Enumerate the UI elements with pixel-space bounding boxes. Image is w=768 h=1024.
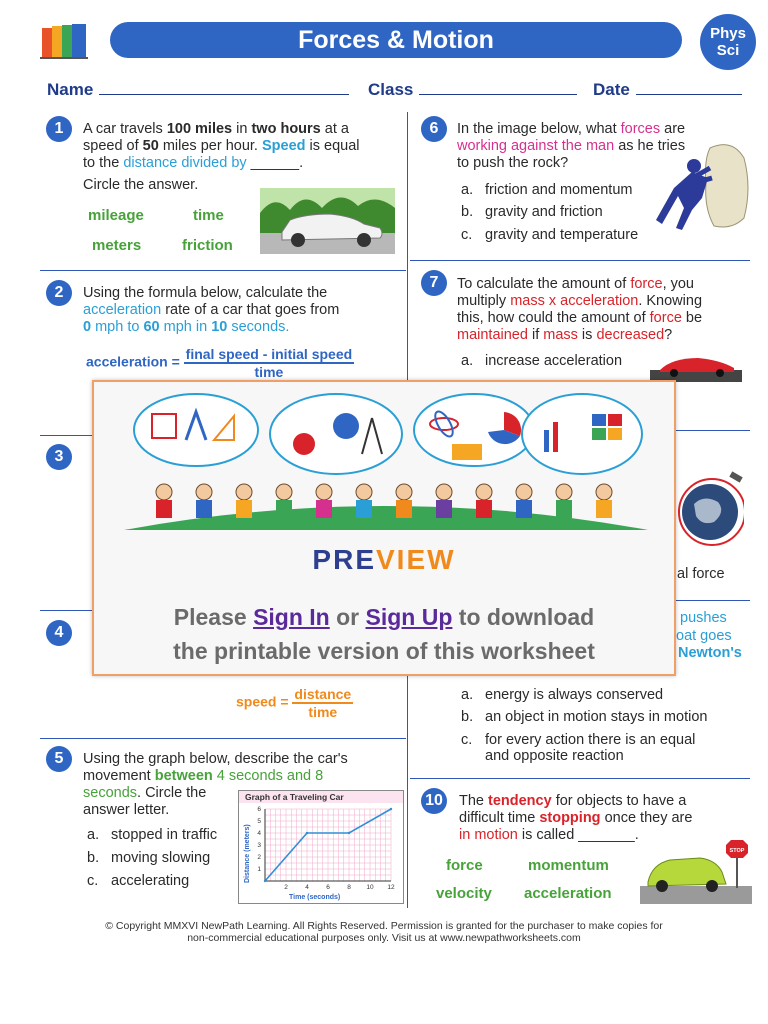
answer-option-c[interactable]: c. for every action there is an equal and opposite reaction [461, 732, 696, 764]
y-tick-label: 2 [257, 854, 261, 861]
y-tick-label: 1 [257, 866, 261, 873]
answer-choice[interactable]: meters [92, 237, 142, 254]
answer-choice[interactable]: acceleration [524, 885, 612, 902]
question-10-text: The tendency for objects to have a difficult time stopping once they are in motion is called _______. [459, 793, 693, 843]
name-field[interactable] [47, 78, 349, 100]
sign-in-link[interactable]: Sign In [253, 604, 330, 630]
class-label: Class [368, 80, 414, 99]
date-line [636, 78, 742, 95]
separator [410, 778, 750, 779]
child-figure [156, 484, 172, 518]
question-6-text: In the image below, what forces are working against the man as he tries to push the rock? [457, 121, 686, 171]
badge-line-2: Sci [716, 42, 740, 59]
graph-x-label: Time (seconds) [289, 894, 341, 901]
preview-overlay [92, 380, 676, 676]
answer-choice[interactable]: time [193, 207, 224, 224]
answer-option-c[interactable]: c. accelerating [87, 873, 190, 889]
graph-y-label: Distance (meters) [244, 824, 251, 883]
x-tick-label: 6 [326, 884, 330, 891]
child-figure [356, 484, 372, 518]
car-image [260, 188, 395, 254]
graph-svg [239, 791, 403, 903]
x-tick-label: 2 [284, 884, 288, 891]
badge-line-1: Phys [710, 25, 746, 42]
question-8-fragment: al force [677, 566, 725, 582]
child-figure [276, 484, 292, 518]
date-label: Date [593, 80, 630, 99]
x-tick-label: 12 [387, 884, 395, 891]
copyright-footer [0, 920, 768, 944]
child-figure [236, 484, 252, 518]
question-number-7: 7 [421, 270, 447, 296]
children-science-illustration [124, 390, 648, 540]
graph-title: Graph of a Traveling Car [245, 792, 344, 802]
child-figure [436, 484, 452, 518]
name-line [99, 78, 349, 95]
question-number-3: 3 [46, 444, 72, 470]
speed-formula: speed = $\frac{\text{distance}}{\text{time}}$ [236, 686, 352, 720]
answer-choice[interactable]: velocity [436, 885, 492, 902]
separator [40, 738, 406, 739]
answer-option-a[interactable]: a. energy is always conserved [461, 687, 664, 703]
question-2-text: Using the formula below, calculate the acceleration rate of a car that goes from 0 mph to 60 mph in 10 seconds. [83, 285, 340, 335]
download-prompt-line-2: the printable version of this worksheet [173, 638, 595, 664]
question-number-1: 1 [46, 116, 72, 142]
answer-choice[interactable]: momentum [528, 857, 609, 874]
subject-badge [700, 14, 756, 70]
name-label: Name [47, 80, 94, 99]
answer-option-a[interactable]: a. increase acceleration [461, 353, 623, 369]
footer-line-1: © Copyright MMXVI NewPath Learning. All Rights Reserved. Permission is granted for the purchaser to make copies for [105, 920, 663, 932]
question-number-4: 4 [46, 620, 72, 646]
preview-heading: PREVIEW [312, 544, 456, 575]
child-figure [516, 484, 532, 518]
question-9-fragment-2: oat goes [676, 628, 732, 644]
question-number-10: 10 [421, 788, 447, 814]
y-tick-label: 3 [257, 842, 261, 849]
answer-choice[interactable]: friction [182, 237, 233, 254]
question-1-instruction: Circle the answer. [83, 177, 199, 193]
answer-option-b[interactable]: b. an object in motion stays in motion [461, 709, 708, 725]
footer-line-2: non-commercial educational purposes only. Visit us at www.newpathworksheets.com [187, 932, 581, 944]
x-tick-label: 4 [305, 884, 309, 891]
class-line [419, 78, 577, 95]
download-prompt-line-1: Please Sign In or Sign Up to download [173, 604, 595, 630]
worksheet-title: Forces & Motion [110, 22, 682, 58]
child-figure [316, 484, 332, 518]
answer-choice[interactable]: force [446, 857, 483, 874]
separator [410, 260, 750, 261]
date-field[interactable] [593, 78, 742, 100]
question-number-2: 2 [46, 280, 72, 306]
answer-choice[interactable]: mileage [88, 207, 144, 224]
earth-satellite-image [674, 468, 744, 548]
child-figure [556, 484, 572, 518]
answer-option-a[interactable]: a. stopped in traffic [87, 827, 218, 843]
child-figure [596, 484, 612, 518]
distance-time-graph [238, 790, 404, 904]
question-5-text: Using the graph below, describe the car's movement between 4 seconds and 8 seconds. Circle the answer letter. [83, 751, 348, 818]
x-tick-label: 8 [347, 884, 351, 891]
child-figure [476, 484, 492, 518]
question-number-6: 6 [421, 116, 447, 142]
stop-sign-text: STOP [729, 848, 745, 854]
red-car-image [650, 352, 742, 382]
answer-option-c[interactable]: c. gravity and temperature [461, 227, 639, 243]
class-field[interactable] [368, 78, 577, 100]
question-1-text: A car travels 100 miles in two hours at a speed of 50 miles per hour. Speed is equal to the distance divided by ______. [83, 121, 360, 171]
child-figure [196, 484, 212, 518]
question-7-text: To calculate the amount of force, you multiply mass x acceleration. Knowing this, how could the amount of force be maintained if mass is decreased? [457, 276, 703, 343]
green-car-stop-sign-image [640, 838, 752, 904]
y-tick-label: 6 [257, 806, 261, 813]
man-pushing-rock-image [652, 138, 752, 234]
sign-up-link[interactable]: Sign Up [365, 604, 453, 630]
answer-option-b[interactable]: b. moving slowing [87, 850, 211, 866]
acceleration-formula: acceleration = $\frac{\text{final speed - initial speed}}{\text{time}}$ [86, 346, 353, 380]
question-9-fragment-1: pushes [680, 610, 727, 626]
x-tick-label: 10 [366, 884, 374, 891]
question-9-fragment-3: Newton's [678, 645, 742, 661]
separator [40, 270, 406, 271]
newpath-logo [38, 22, 92, 62]
y-tick-label: 5 [257, 818, 261, 825]
answer-option-a[interactable]: a. friction and momentum [461, 182, 633, 198]
question-number-5: 5 [46, 746, 72, 772]
y-tick-label: 4 [257, 830, 261, 837]
answer-option-b[interactable]: b. gravity and friction [461, 204, 603, 220]
child-figure [396, 484, 412, 518]
